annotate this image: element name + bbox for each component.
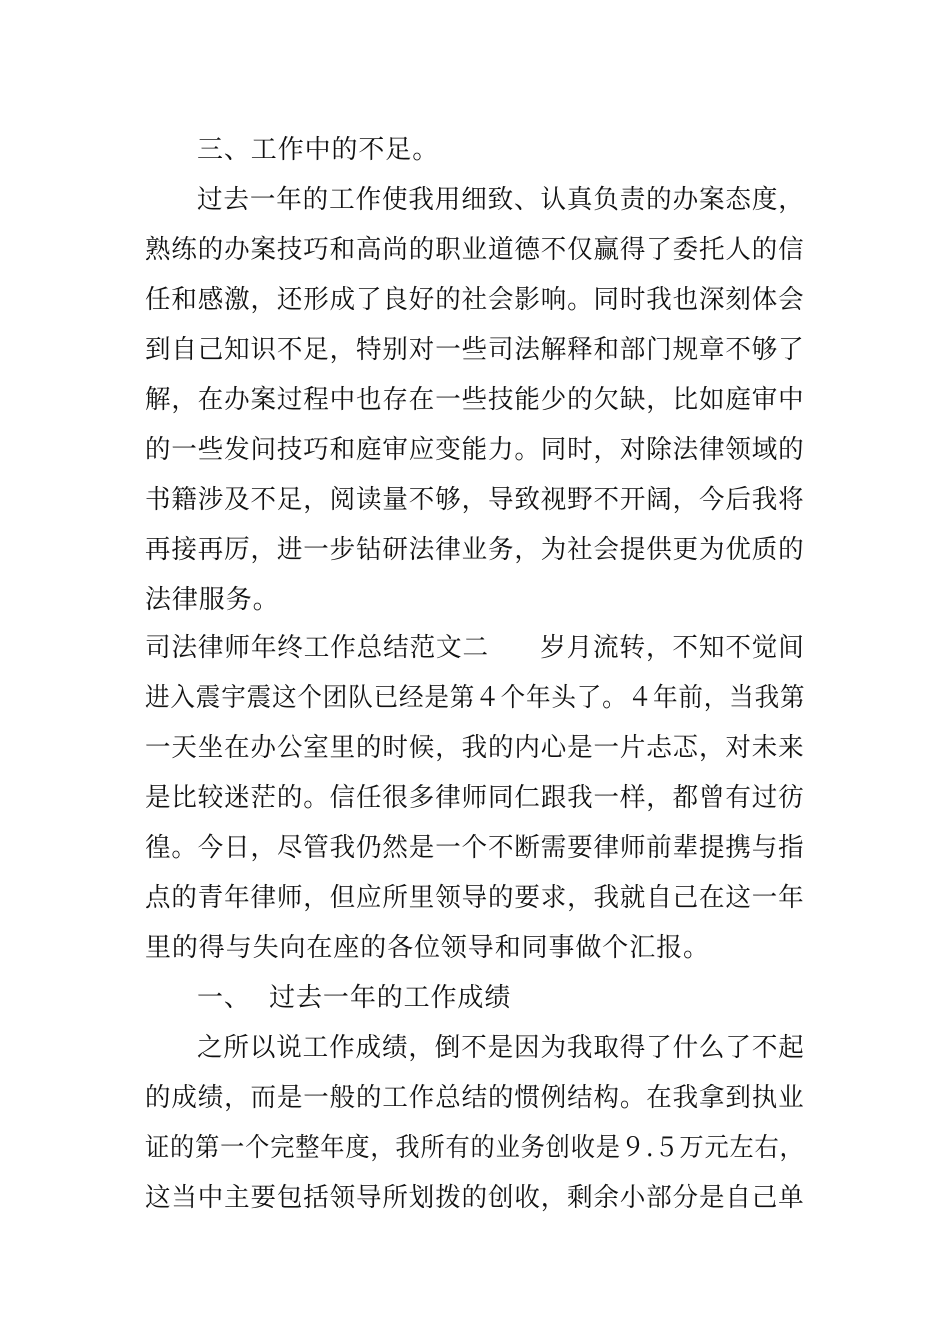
paragraph-line: 这当中主要包括领导所划拨的创收，剩余小部分是自己单 <box>145 1183 805 1213</box>
paragraph-line: 再接再厉，进一步钻研法律业务，为社会提供更为优质的 <box>145 535 805 565</box>
paragraph-line: 的一些发问技巧和庭审应变能力。同时，对除法律领域的 <box>145 435 805 465</box>
paragraph-line: 一天坐在办公室里的时候，我的内心是一片忐忑，对未来 <box>145 733 805 763</box>
paragraph-line: 之所以说工作成绩，倒不是因为我取得了什么了不起 <box>197 1033 805 1063</box>
paragraph-line: 任和感激，还形成了良好的社会影响。同时我也深刻体会 <box>145 285 805 315</box>
paragraph-line: 解，在办案过程中也存在一些技能少的欠缺，比如庭审中 <box>145 385 805 415</box>
article-title: 司法律师年终工作总结范文二 <box>145 633 489 663</box>
paragraph-start: 岁月流转，不知不觉间 <box>540 633 805 663</box>
paragraph-line: 到自己知识不足，特别对一些司法解释和部门规章不够了 <box>145 335 805 365</box>
paragraph-line: 书籍涉及不足，阅读量不够，导致视野不开阔，今后我将 <box>145 485 805 515</box>
paragraph-line: 过去一年的工作使我用细致、认真负责的办案态度， <box>197 185 805 215</box>
paragraph-line: 徨。今日，尽管我仍然是一个不断需要律师前辈提携与指 <box>145 833 805 863</box>
paragraph-line: 的成绩，而是一般的工作总结的惯例结构。在我拿到执业 <box>145 1083 805 1113</box>
paragraph-line: 是比较迷茫的。信任很多律师同仁跟我一样，都曾有过彷 <box>145 783 805 813</box>
paragraph-line: 里的得与失向在座的各位领导和同事做个汇报。 <box>145 933 710 963</box>
section-heading-shortcomings: 三、工作中的不足。 <box>197 135 440 165</box>
paragraph-line: 法律服务。 <box>145 585 280 615</box>
paragraph-line: 证的第一个完整年度，我所有的业务创收是９.５万元左右， <box>145 1133 805 1163</box>
paragraph-line: 熟练的办案技巧和高尚的职业道德不仅赢得了委托人的信 <box>145 235 805 265</box>
section-heading-achievements: 一、 过去一年的工作成绩 <box>197 983 512 1013</box>
article-title-line <box>145 628 805 668</box>
paragraph-line: 点的青年律师，但应所里领导的要求，我就自己在这一年 <box>145 883 805 913</box>
paragraph-line: 进入震宇震这个团队已经是第４个年头了。４年前，当我第 <box>145 683 806 713</box>
